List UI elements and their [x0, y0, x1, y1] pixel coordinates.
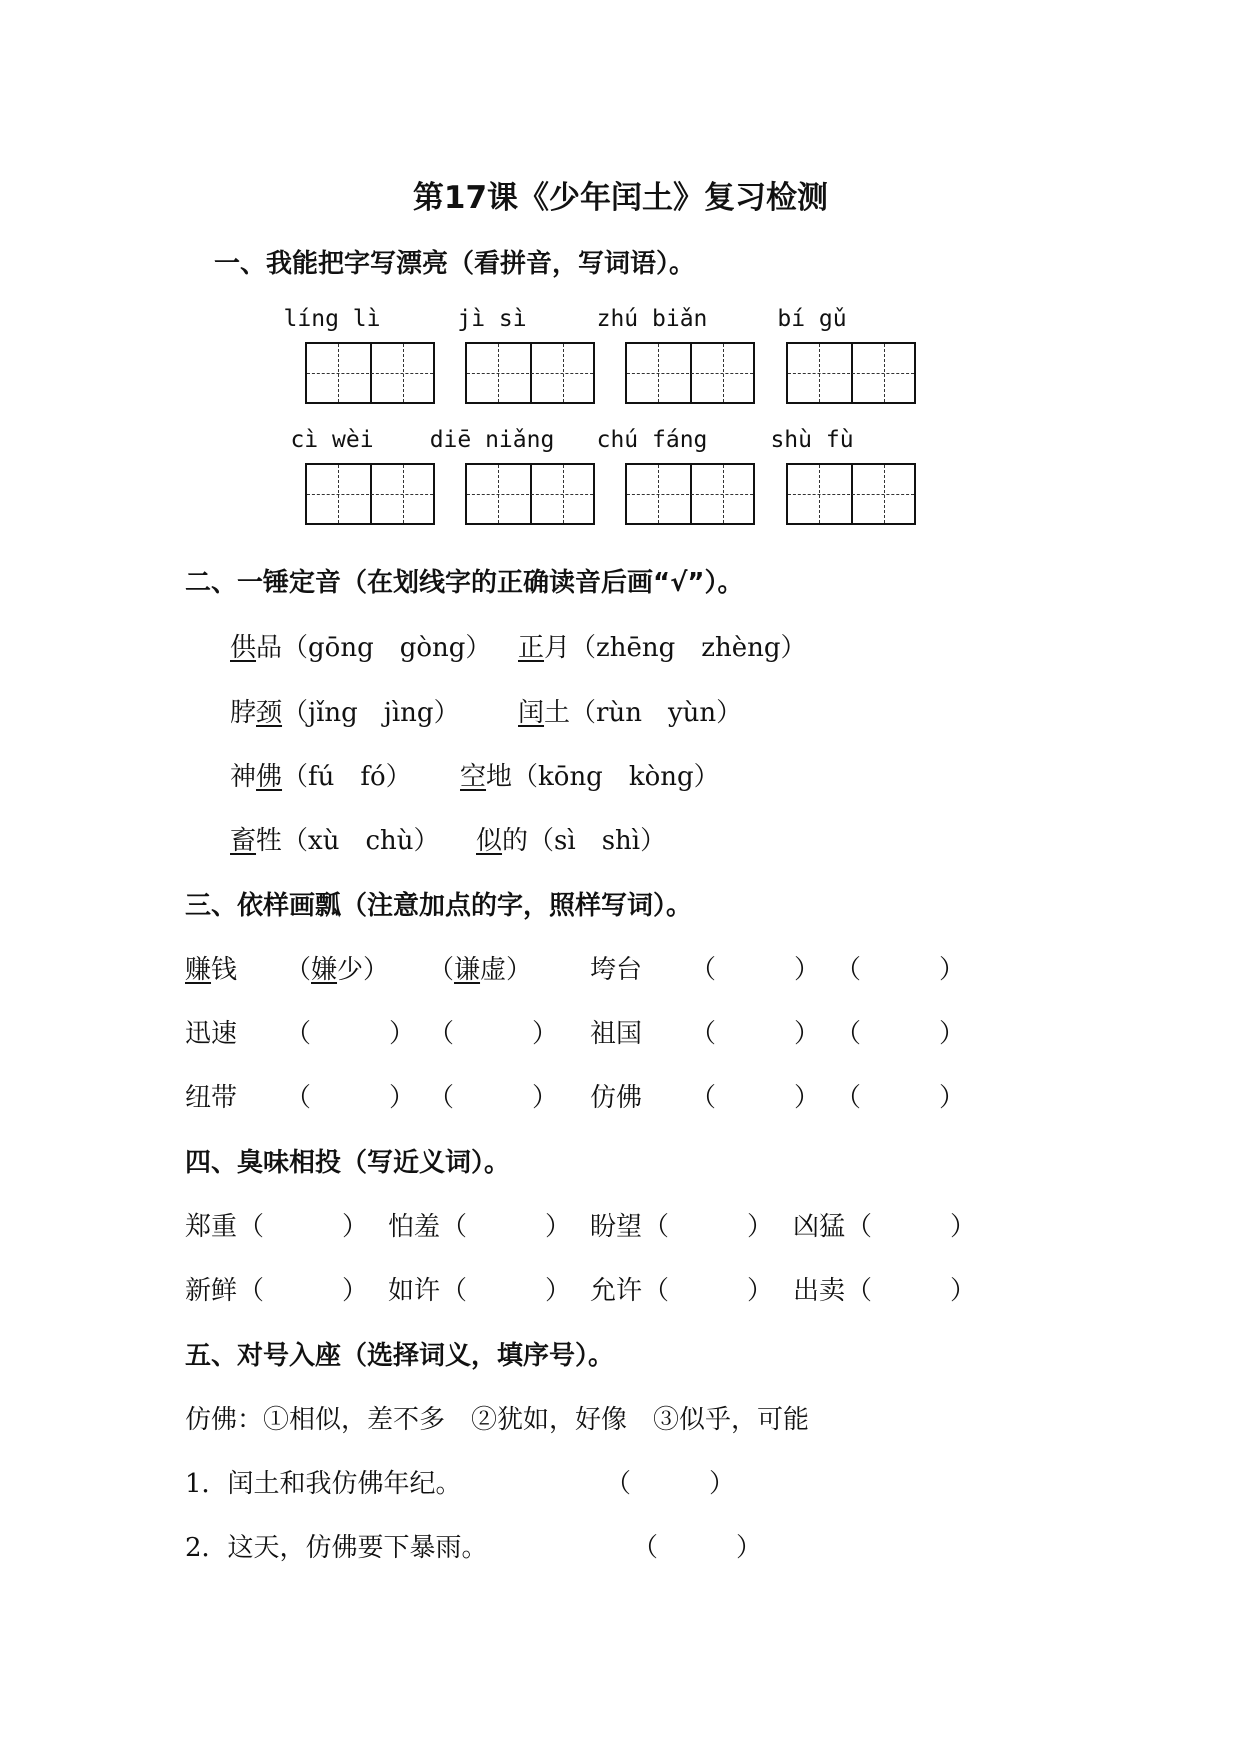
pinyin-label: diē niǎng [429, 427, 555, 453]
underlined-char: 空 [460, 762, 487, 792]
answer-blank[interactable]: （ ） [835, 1083, 966, 1113]
writing-grid[interactable] [786, 342, 916, 404]
answer-blank[interactable]: （ ） [846, 1276, 977, 1306]
underlined-char: 似 [476, 826, 503, 856]
word: 盼望 [590, 1212, 643, 1242]
section-1-heading: 一、我能把字写漂亮（看拼音，写词语）。 [214, 249, 696, 279]
answer-blank[interactable]: （ ） [643, 1276, 774, 1306]
writing-grid[interactable] [625, 342, 755, 404]
answer-blank[interactable]: （ ） [285, 1083, 416, 1113]
underlined-char: 正 [518, 633, 545, 663]
answer-blank[interactable]: （ ） [428, 1083, 559, 1113]
answer-blank[interactable]: （ ） [835, 1019, 966, 1049]
underlined-char: 佛 [256, 762, 283, 792]
writing-grid[interactable] [625, 463, 755, 525]
section-4-heading: 四、臭味相投（写近义词）。 [185, 1148, 511, 1178]
answer-blank[interactable]: （ ） [441, 1212, 572, 1242]
underlined-char: 颈 [256, 698, 283, 728]
writing-grid[interactable] [786, 463, 916, 525]
section-2-heading: 二、一锤定音（在划线字的正确读音后画“√”）。 [185, 568, 744, 598]
writing-grid[interactable] [305, 342, 435, 404]
writing-grid[interactable] [465, 342, 595, 404]
reading-item[interactable]: 神佛（fú fó） [230, 762, 412, 792]
answer-blank[interactable]: （ ） [428, 1019, 559, 1049]
underlined-char: 闰 [518, 698, 545, 728]
pinyin-label: chú fáng [596, 427, 708, 453]
word: 如许 [388, 1276, 441, 1306]
answer-blank[interactable]: （ ） [846, 1212, 977, 1242]
answer-blank[interactable]: （ ） [835, 955, 966, 985]
word: 祖国 [590, 1019, 643, 1049]
word: 允许 [590, 1276, 643, 1306]
word: 郑重 [185, 1212, 238, 1242]
pinyin-label: cì wèi [290, 427, 374, 453]
pinyin-label: zhú biǎn [596, 306, 708, 332]
question-1: 1．闰土和我仿佛年纪。 [185, 1469, 462, 1499]
reading-item[interactable]: 空地（kōng kòng） [460, 762, 720, 792]
answer-blank[interactable]: （ ） [632, 1533, 763, 1563]
pinyin-label: shù fù [770, 427, 854, 453]
reading-item[interactable]: 闰土（rùn yùn） [518, 698, 743, 728]
reading-item[interactable]: 畜牲（xù chù） [230, 826, 440, 856]
answer-blank[interactable]: （ ） [285, 1019, 416, 1049]
page-title: 第17课《少年闰土》复习检测 [412, 180, 829, 216]
definition-line: 仿佛：①相似，差不多 ②犹如，好像 ③似乎，可能 [185, 1405, 810, 1435]
answer-blank[interactable]: （ ） [690, 1083, 821, 1113]
word: 纽带 [185, 1083, 238, 1113]
pinyin-label: líng lì [283, 306, 381, 332]
reading-item[interactable]: 正月（zhēng zhèng） [518, 633, 807, 663]
pinyin-label: bí gǔ [777, 306, 847, 332]
answer-blank[interactable]: （ ） [690, 1019, 821, 1049]
word: 出卖 [793, 1276, 846, 1306]
word: 垮台 [590, 955, 643, 985]
section-5-heading: 五、对号入座（选择词义，填序号）。 [185, 1341, 615, 1371]
underlined-char: 畜 [230, 826, 257, 856]
example-answer: （嫌少） [285, 955, 390, 985]
reading-item[interactable]: 脖颈（jǐng jìng） [230, 698, 460, 728]
answer-blank[interactable]: （ ） [605, 1469, 736, 1499]
underlined-char: 供 [230, 633, 257, 663]
word: 迅速 [185, 1019, 238, 1049]
reading-item[interactable]: 供品（gōng gòng） [230, 633, 492, 663]
answer-blank[interactable]: （ ） [238, 1276, 369, 1306]
word: 怕羞 [388, 1212, 441, 1242]
example-word: 赚钱 [185, 955, 238, 985]
answer-blank[interactable]: （ ） [643, 1212, 774, 1242]
answer-blank[interactable]: （ ） [690, 955, 821, 985]
word: 凶猛 [793, 1212, 846, 1242]
word: 新鲜 [185, 1276, 238, 1306]
answer-blank[interactable]: （ ） [441, 1276, 572, 1306]
reading-item[interactable]: 似的（sì shì） [476, 826, 667, 856]
answer-blank[interactable]: （ ） [238, 1212, 369, 1242]
word: 仿佛 [590, 1083, 643, 1113]
writing-grid[interactable] [465, 463, 595, 525]
writing-grid[interactable] [305, 463, 435, 525]
section-3-heading: 三、依样画瓢（注意加点的字，照样写词）。 [185, 891, 693, 921]
example-answer: （谦虚） [428, 955, 533, 985]
pinyin-label: jì sì [457, 306, 527, 332]
question-2: 2．这天，仿佛要下暴雨。 [185, 1533, 488, 1563]
